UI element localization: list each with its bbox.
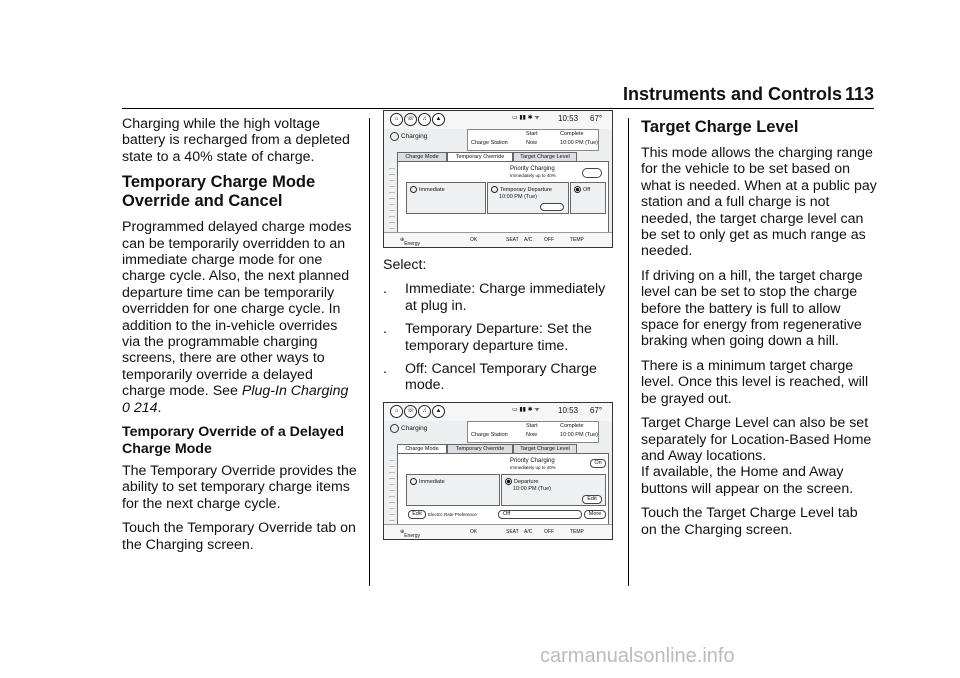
subsection-heading: Temporary Override of a Delayed Charge Mode <box>122 424 345 457</box>
right-paragraph: There is a minimum target charge level. Once this level is reached, will be grayed out. <box>641 357 869 407</box>
option-temporary-departure[interactable]: Temporary Departure 10:00 PM (Tue) <box>487 182 569 214</box>
middle-column <box>383 257 617 401</box>
music-icon: ♫ <box>418 113 431 126</box>
home-icon: ⌂ <box>390 405 403 418</box>
list-item: . Temporary Departure: Set the temporary departure time. <box>383 321 592 354</box>
departure-edit-button[interactable] <box>540 203 564 211</box>
page-number: 113 <box>844 84 874 104</box>
charge-schedule-table: Start Complete Charge Station Now 10:00 PM (Tue) <box>467 421 599 443</box>
clock: 10:53 <box>558 406 579 415</box>
plug-in-charging-link[interactable]: Plug-In Charging <box>241 383 349 400</box>
list-item: . Immediate: Charge immediately at plug in. <box>383 281 606 314</box>
tab-temporary-override[interactable]: Temporary Override <box>447 152 513 162</box>
list-item: . Off: Cancel Temporary Charge mode. <box>383 361 597 394</box>
energy-button[interactable]: ⊕ Energy <box>400 237 421 247</box>
radio-departure[interactable] <box>491 186 498 193</box>
climate-bar: ⊕ Energy OK SEAT A/C OFF TEMP <box>384 232 612 247</box>
right-paragraph: Touch the Target Charge Level tab on the Charging screen. <box>641 505 858 538</box>
phone-icon: ☏ <box>404 113 417 126</box>
priority-on-toggle[interactable]: On <box>590 459 606 468</box>
provides-paragraph: The Temporary Override provides the ability to set temporary charge items for the next charge cycle. <box>122 462 357 512</box>
right-paragraph: If driving on a hill, the target charge level can be set to stop the charge before the battery is full to allow space for energy from regenerative braking when going down a hill. <box>641 267 863 350</box>
radio-off[interactable] <box>574 186 581 193</box>
override-paragraph: Programmed delayed charge modes can be temporarily overridden to an immediate charge mode for one charge cycle. Also, the next planned departure time can be temporarily overridden for one charge cycle. In addition to the in-vehicle overrides via the programmable charging screens, there are other ways to temporarily override a delayed charge mode. See Plug-In Charging 0 214. <box>122 219 352 416</box>
rate-edit-button[interactable]: Edit <box>408 510 426 519</box>
option-immediate[interactable]: Immediate <box>406 182 486 214</box>
section-heading: Temporary Charge Mode Override and Cancel <box>122 173 316 211</box>
right-paragraph: Target Charge Level can also be set separately for Location-Based Home and Away locations. If available, the Home and Away buttons will appear on the screen. <box>641 415 872 497</box>
right-column <box>641 112 877 546</box>
intro-paragraph: Charging while the high voltage battery is recharged from a depleted state to a 40% state of charge. <box>122 116 350 165</box>
charging-title: Charging <box>390 132 427 141</box>
climate-bar: ⊕ Energy OK SEAT A/C OFF TEMP <box>384 524 612 539</box>
signal-icons: ▭ ▮▮ ✱ ᯤ <box>512 115 540 121</box>
override-panel: Priority Charging Immediately up to 40% Immediate Temporary Departure 10:00 PM (Tue) Off <box>397 161 609 233</box>
more-button[interactable]: More <box>584 510 606 519</box>
back-icon <box>390 424 399 433</box>
page-ref-link[interactable]: 0 214 <box>122 399 158 416</box>
status-bar <box>384 111 612 129</box>
radio-immediate[interactable] <box>410 186 417 193</box>
watermark: carmanualsonline.info <box>540 645 735 667</box>
rate-preference-field[interactable]: Off <box>498 510 582 519</box>
outside-temp: 67° <box>590 114 603 123</box>
energy-button[interactable]: ⊕ Energy <box>400 529 421 539</box>
departure-edit-button[interactable]: Edit <box>582 495 602 504</box>
charging-title: Charging <box>390 424 427 433</box>
nav-icon: ▲ <box>432 405 445 418</box>
music-icon: ♫ <box>418 405 431 418</box>
option-immediate[interactable]: Immediate <box>406 474 500 506</box>
tab-target-charge-level[interactable]: Target Charge Level <box>513 152 577 163</box>
right-paragraph: This mode allows the charging range for the vehicle to be set based on what is needed. When at a public pay station and a full charge is not needed, the target charge level can be set to only get as much range as needed. <box>641 145 877 260</box>
charging-screen-temporary-override <box>383 110 613 248</box>
left-column <box>122 116 358 561</box>
phone-icon: ☏ <box>404 405 417 418</box>
tab-charge-mode[interactable]: Charge Mode <box>397 152 447 163</box>
charge-mode-panel: Priority Charging Immediately up to 40% On Immediate Departure 10:00 PM (Tue) Edit Edit Electric Rate Preference Off More <box>397 453 609 525</box>
charge-schedule-table: Start Complete Charge Station Now 10:00 PM (Tue) <box>467 129 599 151</box>
touch-tab-paragraph: Touch the Temporary Override tab on the Charging screen. <box>122 520 356 553</box>
back-icon <box>390 132 399 141</box>
scroll-strip <box>389 163 395 231</box>
nav-icon: ▲ <box>432 113 445 126</box>
outside-temp: 67° <box>590 406 603 415</box>
tab-charge-mode[interactable]: Charge Mode <box>397 444 447 454</box>
radio-immediate[interactable] <box>410 478 417 485</box>
home-icon: ⌂ <box>390 113 403 126</box>
section-title: Instruments and Controls <box>622 84 842 104</box>
tab-target-charge-level[interactable]: Target Charge Level <box>513 444 577 455</box>
priority-toggle[interactable] <box>582 168 602 178</box>
column-divider-right <box>628 118 629 586</box>
target-charge-heading: Target Charge Level <box>641 118 799 136</box>
clock: 10:53 <box>558 114 579 123</box>
column-divider-left <box>369 118 370 586</box>
select-label: Select: <box>383 257 427 273</box>
option-departure[interactable]: Departure 10:00 PM (Tue) Edit <box>501 474 606 506</box>
charging-screen-charge-mode <box>383 402 613 540</box>
option-off[interactable]: Off <box>570 182 606 214</box>
header-rule <box>122 108 874 109</box>
scroll-strip <box>389 455 395 523</box>
signal-icons: ▭ ▮▮ ✱ ᯤ <box>512 407 540 413</box>
radio-departure[interactable] <box>505 478 512 485</box>
tab-temporary-override[interactable]: Temporary Override <box>447 444 513 455</box>
status-bar <box>384 403 612 421</box>
